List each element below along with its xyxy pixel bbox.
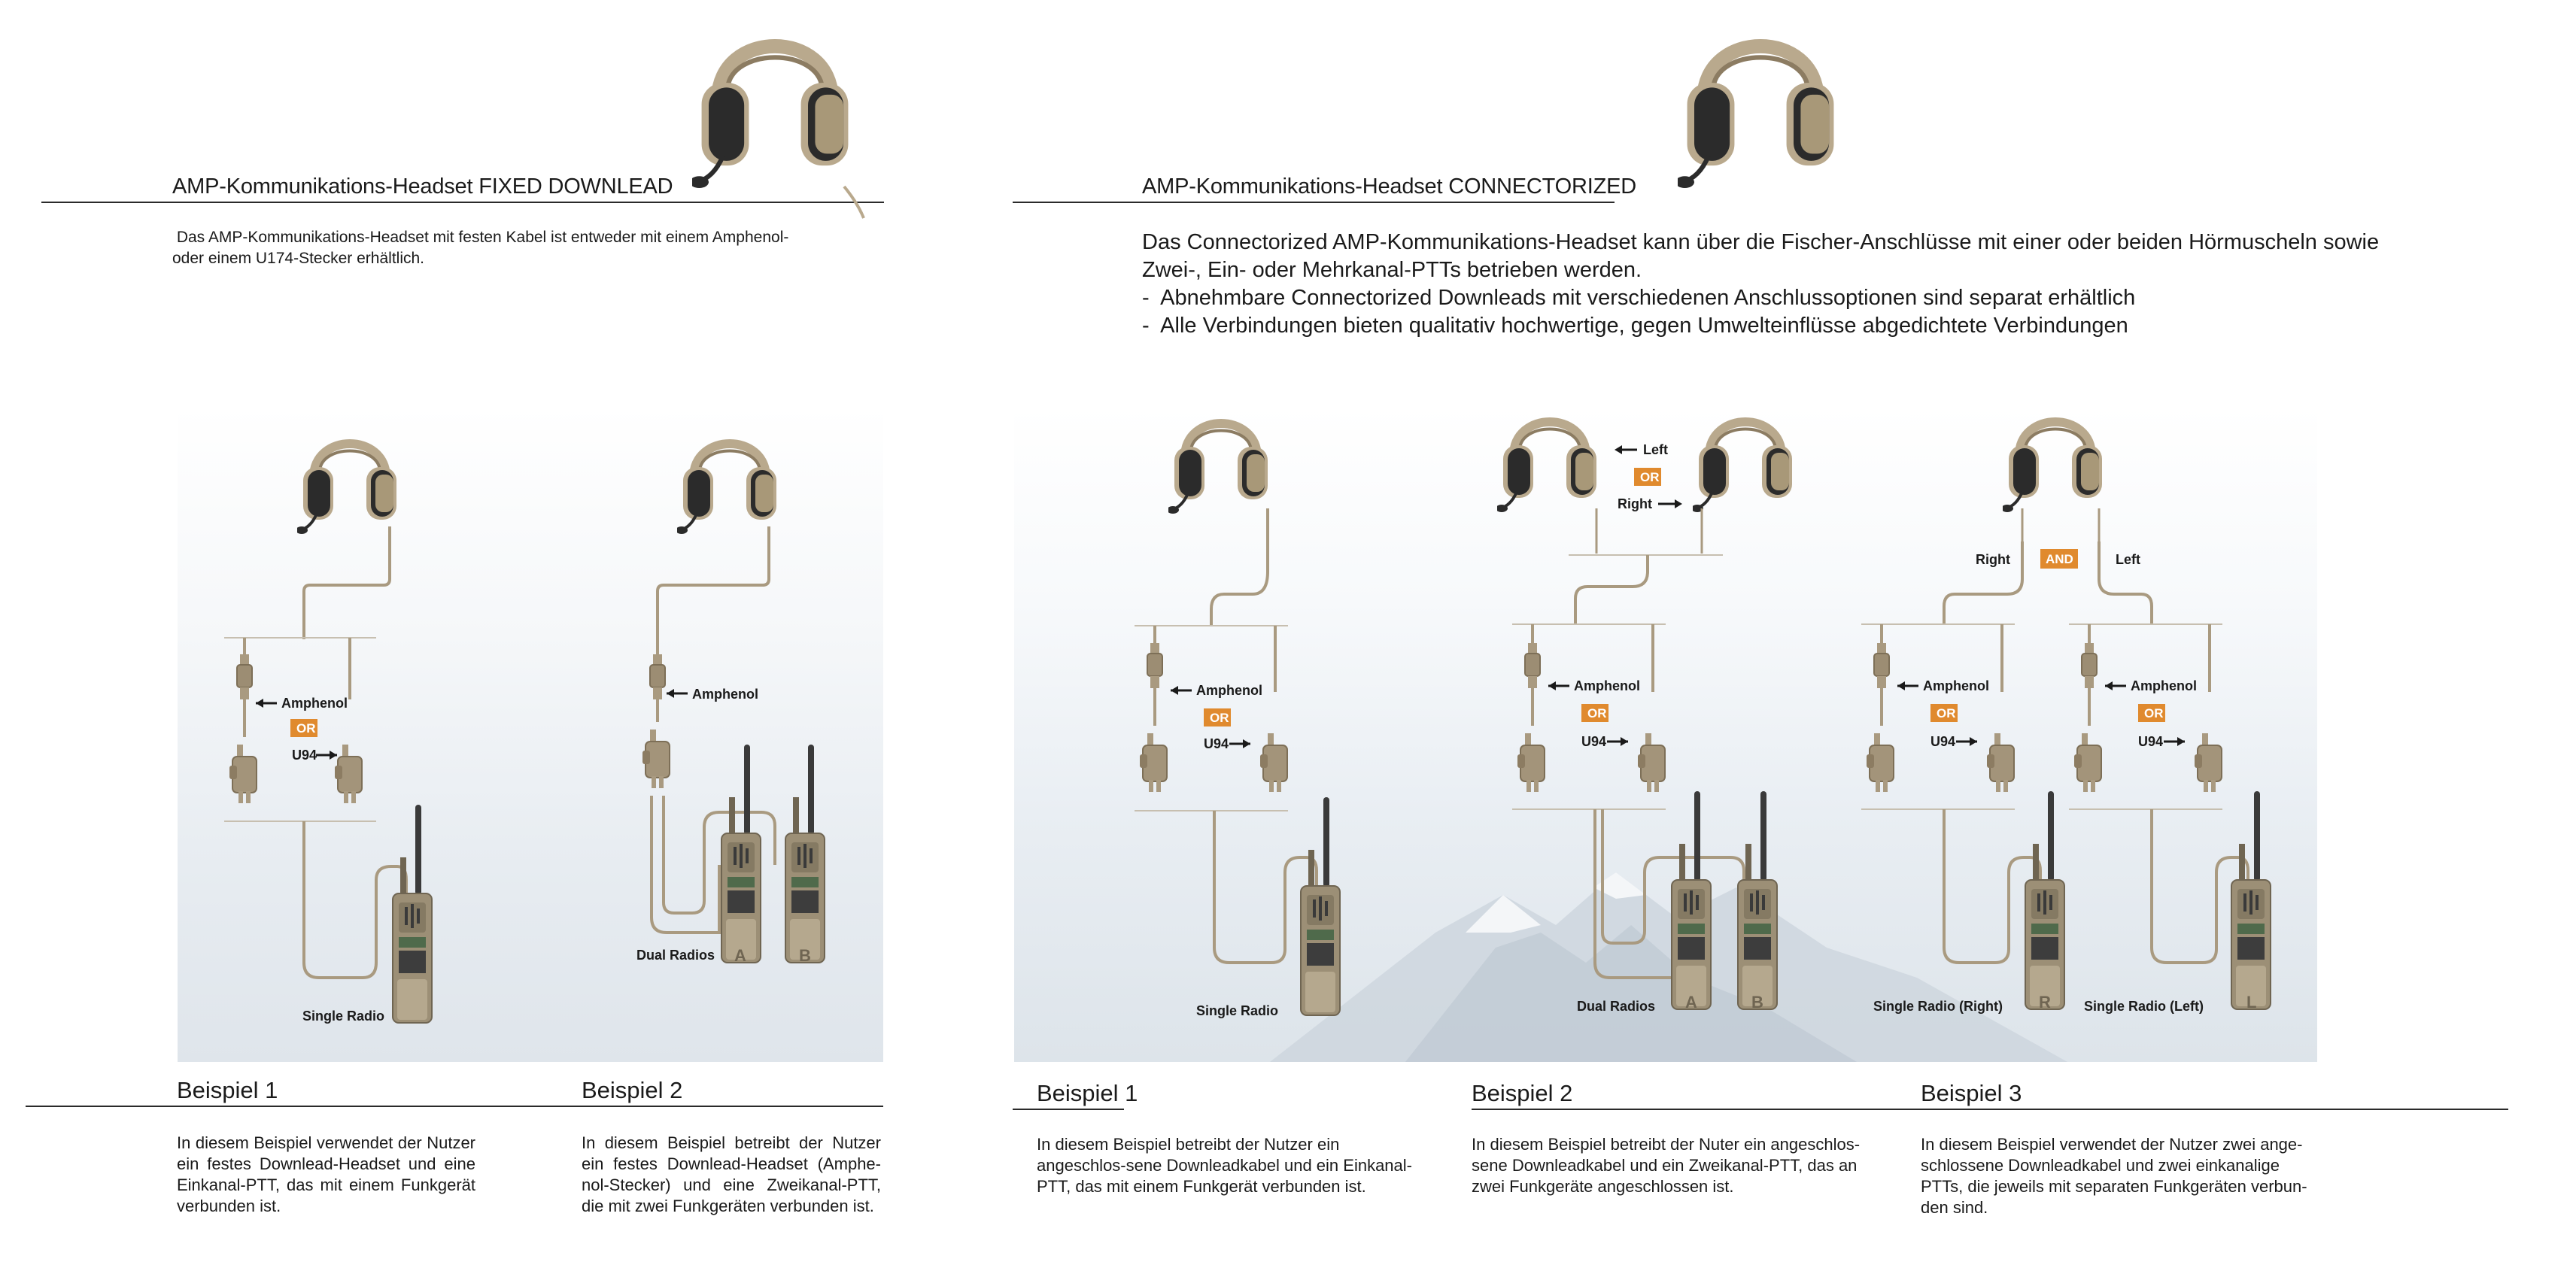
left-example-1-title: Beispiel 1 xyxy=(177,1077,278,1103)
amphenol-label: Amphenol xyxy=(692,687,758,702)
right-example-2-diagram xyxy=(1496,422,1792,1014)
or-badge: OR xyxy=(1587,706,1607,720)
amphenol-label: Amphenol xyxy=(2131,678,2197,693)
radio-r-label: R xyxy=(2039,993,2051,1012)
right-section-title: AMP-Kommunikations-Headset CONNECTORIZED xyxy=(1142,174,1637,199)
right-intro-line: Zwei-, Ein- oder Mehrkanal-PTTs betrieben werden. xyxy=(1142,258,1642,282)
dual-radios-label: Dual Radios xyxy=(636,948,715,963)
headset-image xyxy=(1675,46,1834,188)
left-intro-line: Das AMP-Kommunikations-Headset mit festen Kabel ist entweder mit einem Amphenol- xyxy=(172,229,789,246)
right-example-1-title: Beispiel 1 xyxy=(1037,1080,1138,1106)
left-label: Left xyxy=(1643,442,1668,457)
amphenol-label: Amphenol xyxy=(1574,678,1640,693)
right-intro-line: - Alle Verbindungen bieten qualitativ hochwertige, gegen Umwelteinflüsse abgedichtete Verbindungen xyxy=(1142,314,2128,338)
or-badge: OR xyxy=(1937,706,1956,720)
radio-a-label: A xyxy=(734,946,746,965)
u94-label: U94 xyxy=(1204,736,1229,751)
or-badge: OR xyxy=(296,721,316,736)
right-example-3-text: In diesem Beispiel verwendet der Nutzer zwei ange-schlossene Downleadkabel und zwei einkanalige PTTs, die jeweils mit separaten Funkgeräten verbun-den sind. xyxy=(1921,1135,2307,1217)
right-example-3-diagram xyxy=(1861,422,2271,1014)
or-badge: OR xyxy=(1640,470,1660,484)
radio-icon xyxy=(721,745,761,963)
right-example-3-title: Beispiel 3 xyxy=(1921,1080,2022,1106)
u94-label: U94 xyxy=(1581,734,1607,749)
radio-b-label: B xyxy=(1751,993,1763,1012)
u94-label: U94 xyxy=(2138,734,2164,749)
amphenol-label: Amphenol xyxy=(1923,678,1989,693)
radio-icon xyxy=(2231,791,2271,1009)
right-label: Right xyxy=(1618,496,1652,511)
left-intro-line: oder einem U174-Stecker erhältlich. xyxy=(172,250,424,267)
single-radio-left-label: Single Radio (Left) xyxy=(2084,999,2204,1014)
left-example-1-diagram xyxy=(224,444,432,1024)
radio-icon xyxy=(1672,791,1711,1009)
left-label: Left xyxy=(2116,552,2140,567)
amphenol-label: Amphenol xyxy=(281,696,348,711)
single-radio-right-label: Single Radio (Right) xyxy=(1873,999,2003,1014)
radio-b-label: B xyxy=(799,946,811,965)
left-examples-rule xyxy=(26,1106,883,1107)
dual-radios-label: Dual Radios xyxy=(1577,999,1656,1014)
u94-label: U94 xyxy=(1930,734,1956,749)
single-radio-label: Single Radio xyxy=(1196,1003,1279,1018)
radio-icon xyxy=(1301,797,1340,1015)
right-example-2-title: Beispiel 2 xyxy=(1472,1080,1573,1106)
right-intro-line: Das Connectorized AMP-Kommunikations-Headset kann über die Fischer-Anschlüsse mit einer oder beiden Hörmuscheln sowie xyxy=(1142,230,2380,254)
headset-image xyxy=(690,46,849,188)
or-badge: OR xyxy=(1210,711,1229,725)
right-example-1-diagram xyxy=(1135,423,1340,1018)
radio-a-label: A xyxy=(1685,993,1697,1012)
amphenol-label: Amphenol xyxy=(1196,683,1262,698)
and-badge: AND xyxy=(2046,552,2073,566)
left-example-2-text: In diesem Beispiel betreibt der Nutzer ein festes Downlead-Headset (Amphe-nol-Stecker) und eine Zweikanal-PTT, die mit zwei Funkgeräten verbunden ist. xyxy=(582,1133,881,1215)
right-examples-rule xyxy=(1472,1109,2508,1110)
right-label: Right xyxy=(1976,552,2010,567)
radio-icon xyxy=(393,805,432,1023)
radio-icon xyxy=(2025,791,2064,1009)
radio-l-label: L xyxy=(2246,993,2257,1012)
left-section-title: AMP-Kommunikations-Headset FIXED DOWNLEAD xyxy=(172,174,673,199)
or-badge: OR xyxy=(2144,706,2164,720)
radio-icon xyxy=(1738,791,1777,1009)
single-radio-label: Single Radio xyxy=(302,1009,385,1024)
left-example-2-title: Beispiel 2 xyxy=(582,1077,683,1103)
right-example-1-text: In diesem Beispiel betreibt der Nutzer ein angeschlos-sene Downleadkabel und ein Einkanal-PTT, das mit einem Funkgerät verbunden ist. xyxy=(1037,1135,1412,1196)
left-example-1-text: In diesem Beispiel verwendet der Nutzer ein festes Downlead-Headset und eine Einkanal-PTT, das mit einem Funkgerät verbunden ist. xyxy=(177,1133,475,1215)
right-intro-line: - Abnehmbare Connectorized Downleads mit verschiedenen Anschlussoptionen sind separat erhältlich xyxy=(1142,286,2136,310)
u94-label: U94 xyxy=(292,748,317,763)
left-example-2-diagram xyxy=(636,444,825,965)
right-example-2-text: In diesem Beispiel betreibt der Nuter ein angeschlos-sene Downleadkabel und ein Zweikanal-PTT, das an zwei Funkgeräte angeschlossen ist. xyxy=(1472,1135,1861,1196)
right-examples-rule xyxy=(1013,1109,1124,1110)
radio-icon xyxy=(785,745,825,963)
